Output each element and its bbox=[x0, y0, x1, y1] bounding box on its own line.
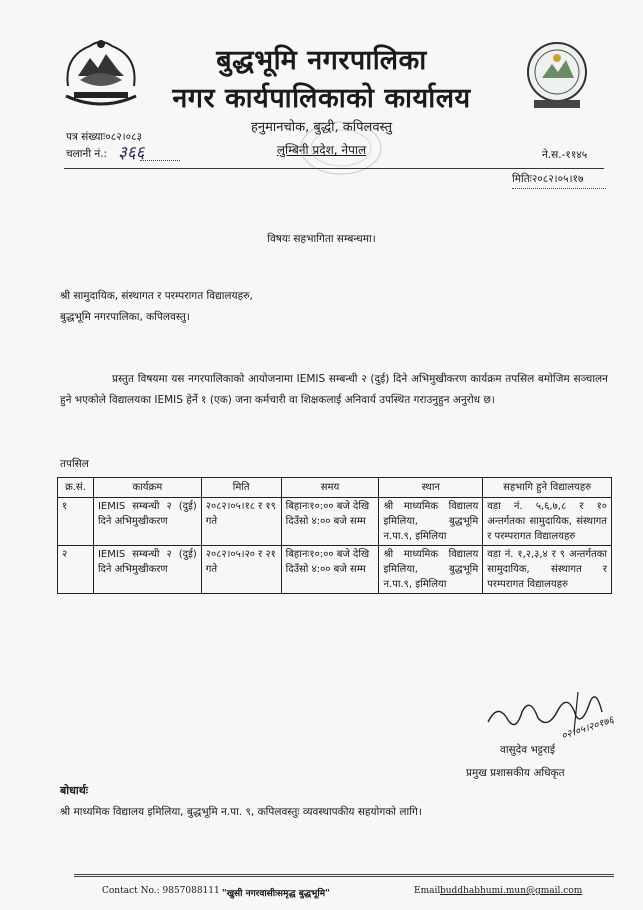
column-header: मिति bbox=[201, 478, 281, 498]
chalani-dotted-line bbox=[140, 160, 180, 161]
place-cell: श्री माध्यमिक विद्यालय इमिलिया, बुद्धभूमि न.पा.९, इमिलिया bbox=[379, 498, 483, 546]
recipient-line1: श्री सामुदायिक, संस्थागत र परम्परागत विद्यालयहरु, bbox=[60, 290, 253, 302]
column-header: कार्यक्रम bbox=[93, 478, 201, 498]
signatory-designation: प्रमुख प्रशासकीय अधिकृत bbox=[466, 767, 565, 779]
cc-label: बोधार्थः bbox=[60, 784, 88, 797]
address-line1: हनुमानचोक, बुद्धी, कपिलवस्तु bbox=[250, 120, 393, 135]
tapasil-label: तपसिल bbox=[60, 458, 89, 470]
table-row bbox=[58, 546, 612, 594]
schools-cell: वडा नं. ५,६,७,८ र १० अन्तर्गतका सामुदायिक, संस्थागत र परम्परागत विद्यालयहरु bbox=[483, 498, 612, 546]
footer-divider bbox=[74, 874, 614, 877]
table-header-row bbox=[58, 478, 612, 498]
letter-date: मितिः२०८२।०५।१७ bbox=[512, 173, 584, 185]
serial-cell: १ bbox=[58, 498, 94, 546]
column-header: क्र.सं. bbox=[58, 478, 94, 498]
chalani-label: चलानी नं.: bbox=[66, 148, 108, 160]
date-cell: २०८२।०५।१८ र १९ गते bbox=[201, 498, 281, 546]
serial-cell: २ bbox=[58, 546, 94, 594]
handwritten-signature bbox=[478, 682, 628, 742]
subject-line: विषयः सहभागिता सम्बन्धमा। bbox=[267, 233, 376, 245]
column-header: स्थान bbox=[379, 478, 483, 498]
time-cell: बिहानः१०:०० बजे देखि दिउँसो ४:०० बजे सम्म bbox=[281, 498, 379, 546]
header-divider bbox=[64, 168, 604, 169]
cc-line: श्री माध्यमिक विद्यालय इमिलिया, बुद्धभूमि न.पा. ९, कपिलवस्तुः व्यवस्थापकीय सहयोगको लागि। bbox=[60, 806, 422, 818]
signature-date-handwritten: ०२।०५।२०१७६ bbox=[560, 714, 616, 743]
office-title-line2: नगर कार्यपालिकाको कार्यालय bbox=[172, 83, 471, 114]
program-cell: IEMIS सम्बन्धी २ (दुई) दिने अभिमुखीकरण bbox=[93, 546, 201, 594]
program-cell: IEMIS सम्बन्धी २ (दुई) दिने अभिमुखीकरण bbox=[93, 498, 201, 546]
schools-cell: वडा नं. १,२,३,४ र ९ अन्तर्गतका सामुदायिक, संस्थागत र परम्परागत विद्यालयहरु bbox=[483, 546, 612, 594]
place-cell: श्री माध्यमिक विद्यालय इमिलिया, बुद्धभूमि न.पा.९, इमिलिया bbox=[379, 546, 483, 594]
program-schedule-table bbox=[57, 477, 612, 594]
footer-contact: Contact No.: 9857088111 bbox=[102, 886, 220, 896]
date-dotted-line bbox=[512, 188, 606, 189]
footer-email-link[interactable]: buddhabhumi.mun@gmail.com bbox=[440, 886, 583, 896]
column-header: सहभागि हुने विद्यालयहरु bbox=[483, 478, 612, 498]
column-header: समय bbox=[281, 478, 379, 498]
table-row bbox=[58, 498, 612, 546]
date-cell: २०८२।०५।२० र २१ गते bbox=[201, 546, 281, 594]
province-text: लुम्बिनी प्रदेश, नेपाल bbox=[276, 143, 367, 157]
patra-sankhya: पत्र संख्याः०८२।०८३ bbox=[66, 131, 143, 143]
time-cell: बिहानः१०:०० बजे देखि दिउँसो ४:०० बजे सम्म bbox=[281, 546, 379, 594]
office-title-line1: बुद्धभूमि नगरपालिका bbox=[216, 45, 427, 76]
nepal-sambat-date: ने.स.-११४५ bbox=[542, 149, 588, 161]
body-paragraph: प्रस्तुत विषयमा यस नगरपालिकाको आयोजनामा IEMIS सम्बन्धी २ (दुई) दिने अभिमुखीकरण कार्यक्रम तपसिल बमोजिम सञ्चालन हुने भएकोले विद्यालयका IEMIS हेर्ने १ (एक) जना कर्मचारी वा शिक्षकलाई अनिवार्य उपस्थित गराउनुहुन अनुरोध छ। bbox=[60, 373, 608, 406]
office-stamp bbox=[296, 118, 386, 178]
chalani-number-handwritten: ३६६ bbox=[118, 143, 145, 163]
signatory-name: वासुदेव भट्टराई bbox=[500, 744, 556, 756]
recipient-line2: बुद्धभूमि नगरपालिका, कपिलवस्तु। bbox=[60, 311, 190, 323]
footer-email-label: Email: bbox=[414, 886, 444, 896]
footer-slogan: "खुसी नगरवासीःसमृद्ध बुद्धभूमि" bbox=[222, 889, 330, 899]
